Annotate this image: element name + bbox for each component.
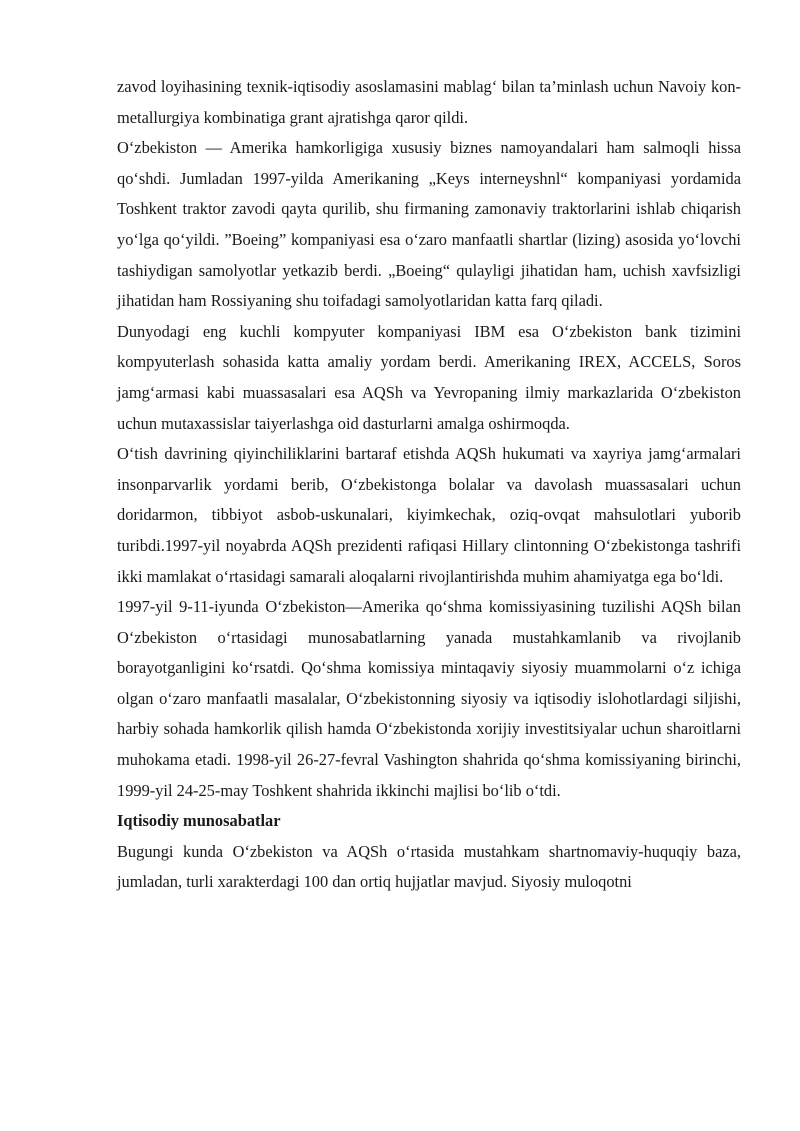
paragraph: Dunyodagi eng kuchli kompyuter kompaniyasi IBM esa O‘zbekiston bank tizimini kompyuterlash sohasida katta amaliy yordam berdi. Amerikaning IREX, ACCELS, Soros jamg‘armasi kabi muassasalari esa AQSh va Yevropaning ilmiy markazlarida O‘zbekiston uchun mutaxassislar taiyerlashga oid dasturlarni amalga oshirmoqda.: [117, 321, 741, 433]
paragraph: 1997-yil 9-11-iyunda O‘zbekiston—Amerika qo‘shma komissiyasining tuzilishi AQSh bilan O‘zbekiston o‘rtasidagi munosabatlarning yanada mustahkamlanib va rivojlanib borayotganligini ko‘rsatdi. Qo‘shma komissiya mintaqaviy siyosiy muammolarni o‘z ichiga olgan o‘zaro manfaatli masalalar, O‘zbekistonning siyosiy va iqtisodiy islohotlardagi siljishi, harbiy sohada hamkorlik qilish hamda O‘zbekistonda xorijiy investitsiyalar uchun sharoitlarni muhokama etadi. 1998-yil 26-27-fevral Vashington shahrida qo‘shma komissiyaning birinchi, 1999-yil 24-25-may Toshkent shahrida ikkinchi majlisi bo‘lib o‘tdi.: [117, 597, 741, 800]
paragraph: Bugungi kunda O‘zbekiston va AQSh o‘rtasida mustahkam shartnomaviy-huquqiy baza, jumladan, turli xarakterdagi 100 dan ortiq hujjatlar mavjud. Siyosiy muloqotni: [117, 841, 741, 892]
paragraph: O‘tish davrining qiyinchiliklarini bartaraf etishda AQSh hukumati va xayriya jamg‘armalari insonparvarlik yordami berib, O‘zbekistonga bolalar va davolash muassasalari uchun doridarmon, tibbiyot asbob-uskunalari, kiyimkechak, oziq-ovqat mahsulotlari yuborib turibdi.1997-yil noyabrda AQSh prezidenti rafiqasi Hillary clintonning O‘zbekistonga tashrifi ikki mamlakat o‘rtasidagi samarali aloqalarni rivojlantirishda muhim ahamiyatga ega bo‘ldi.: [117, 444, 741, 586]
section-heading: Iqtisodiy munosabatlar: [117, 811, 281, 831]
paragraph: O‘zbekiston — Amerika hamkorligiga xususiy biznes namoyandalari ham salmoqli hissa qo‘shdi. Jumladan 1997-yilda Amerikaning „Keys interneyshnl“ kompaniyasi yordamida Toshkent traktor zavodi qayta qurilib, shu firmaning zamonaviy traktorlarini ishlab chiqarish yo‘lga qo‘yildi. ”Boeing” kompaniyasi esa o‘zaro manfaatli shartlar (lizing) asosida yo‘lovchi tashiydigan samolyotlar yetkazib berdi. „Boeing“ qulayligi jihatidan ham, uchish xavfsizligi jihatidan ham Rossiyaning shu toifadagi samolyotlaridan katta farq qiladi.: [117, 138, 741, 311]
paragraph: zavod loyihasining texnik-iqtisodiy asoslamasini mablag‘ bilan ta’minlash uchun Navoiy kon-metallurgiya kombinatiga grant ajratishga qaror qildi.: [117, 77, 741, 127]
document-page: [117, 72, 741, 898]
